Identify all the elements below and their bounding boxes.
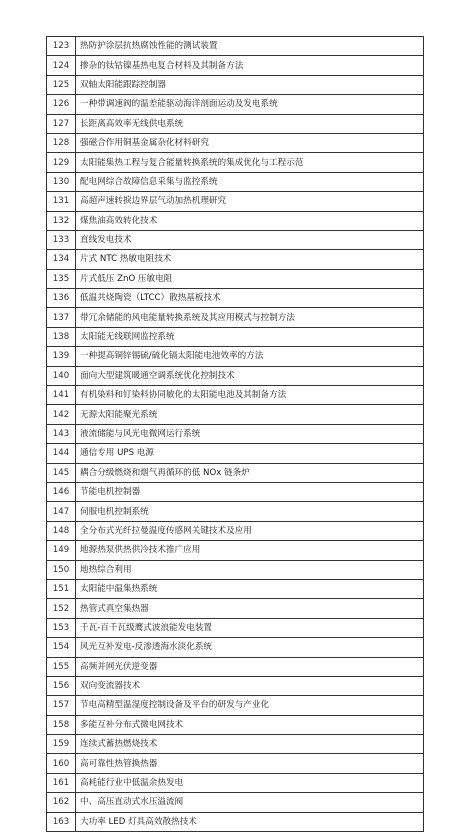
project-name: 高可靠性热管换热器 [76, 754, 424, 773]
table-row [47, 347, 424, 366]
row-number: 157 [47, 696, 76, 715]
table-row [47, 153, 424, 172]
row-number: 149 [47, 541, 76, 560]
table-row [47, 250, 424, 269]
table-row [47, 211, 424, 230]
row-number: 144 [47, 444, 76, 463]
table-row [47, 696, 424, 715]
project-name: 千瓦-百千瓦级鹰式波浪能发电装置 [76, 618, 424, 637]
table-row [47, 366, 424, 385]
table-row [47, 754, 424, 773]
table-row [47, 424, 424, 443]
row-number: 159 [47, 735, 76, 754]
row-number: 140 [47, 366, 76, 385]
row-number: 160 [47, 754, 76, 773]
row-number: 154 [47, 638, 76, 657]
project-name: 带冗余储能的风电能量转换系统及其应用模式与控制方法 [76, 308, 424, 327]
row-number: 127 [47, 114, 76, 133]
row-number: 148 [47, 521, 76, 540]
row-number: 141 [47, 386, 76, 405]
row-number: 123 [47, 37, 76, 56]
table-row [47, 37, 424, 56]
project-name: 地源热泵供热供冷技术推广应用 [76, 541, 424, 560]
row-number: 128 [47, 133, 76, 152]
project-name: 热管式真空集热器 [76, 599, 424, 618]
table-row [47, 502, 424, 521]
row-number: 137 [47, 308, 76, 327]
row-number: 133 [47, 230, 76, 249]
row-number: 146 [47, 482, 76, 501]
table-row [47, 521, 424, 540]
row-number: 156 [47, 676, 76, 695]
row-number: 129 [47, 153, 76, 172]
row-number: 126 [47, 95, 76, 114]
row-number: 130 [47, 172, 76, 191]
row-number: 158 [47, 715, 76, 734]
table-row [47, 75, 424, 94]
table-row [47, 657, 424, 676]
table-row [47, 289, 424, 308]
table-row [47, 95, 424, 114]
project-name: 地热综合利用 [76, 560, 424, 579]
project-name: 煤焦油高效转化技术 [76, 211, 424, 230]
table-row [47, 618, 424, 637]
project-name: 双向变流器技术 [76, 676, 424, 695]
row-number: 150 [47, 560, 76, 579]
project-name: 强磁合作用铜基金属杂化材料研究 [76, 133, 424, 152]
project-name: 通信专用 UPS 电源 [76, 444, 424, 463]
row-number: 139 [47, 347, 76, 366]
table-row [47, 444, 424, 463]
row-number: 162 [47, 793, 76, 812]
row-number: 136 [47, 289, 76, 308]
row-number: 143 [47, 424, 76, 443]
row-number: 125 [47, 75, 76, 94]
table-row [47, 192, 424, 211]
project-name: 面向大型建筑暖通空调系统优化控制技术 [76, 366, 424, 385]
project-name: 大功率 LED 灯具高效散热技术 [76, 812, 424, 831]
table-row [47, 541, 424, 560]
table-row [47, 56, 424, 75]
project-name: 一种提高铜锌锡硫/硫化镉太阳能电池效率的方法 [76, 347, 424, 366]
row-number: 134 [47, 250, 76, 269]
row-number: 152 [47, 599, 76, 618]
table-row [47, 463, 424, 482]
project-name: 热防护涂层抗热腐蚀性能的测试装置 [76, 37, 424, 56]
project-name: 节能电机控制器 [76, 482, 424, 501]
row-number: 132 [47, 211, 76, 230]
project-name: 太阳能无线联网监控系统 [76, 327, 424, 346]
project-name: 太阳能中温集热系统 [76, 579, 424, 598]
table-row [47, 482, 424, 501]
project-name: 双轴太阳能跟踪控制器 [76, 75, 424, 94]
project-name: 液流储能与风光电微网运行系统 [76, 424, 424, 443]
table-row [47, 638, 424, 657]
project-name: 风光互补发电-反渗透海水淡化系统 [76, 638, 424, 657]
project-name: 高超声速转捩边界层气动加热机理研究 [76, 192, 424, 211]
project-name: 低温共烧陶瓷（LTCC）散热基板技术 [76, 289, 424, 308]
table-row [47, 405, 424, 424]
project-name: 无源太阳能聚光系统 [76, 405, 424, 424]
table-row [47, 599, 424, 618]
table-row [47, 172, 424, 191]
table-body [47, 37, 424, 832]
project-name: 直线发电技术 [76, 230, 424, 249]
row-number: 145 [47, 463, 76, 482]
table-row [47, 560, 424, 579]
table-row [47, 812, 424, 831]
project-name: 一种带调速阀的温差能驱动海洋剖面运动及发电系统 [76, 95, 424, 114]
table-row [47, 230, 424, 249]
row-number: 142 [47, 405, 76, 424]
project-name: 伺服电机控制系统 [76, 502, 424, 521]
table-row [47, 715, 424, 734]
project-name: 配电网综合故障信息采集与监控系统 [76, 172, 424, 191]
row-number: 155 [47, 657, 76, 676]
project-name: 掺杂的钛钴镍基热电复合材料及其制备方法 [76, 56, 424, 75]
project-name: 长距离高效率无线供电系统 [76, 114, 424, 133]
project-name: 多能互补分布式微电网技术 [76, 715, 424, 734]
row-number: 138 [47, 327, 76, 346]
project-name: 片式低压 ZnO 压敏电阻 [76, 269, 424, 288]
project-name: 连续式蓄热燃烧技术 [76, 735, 424, 754]
project-name: 高耗能行业中低温余热发电 [76, 773, 424, 792]
project-name: 耦合分级燃烧和烟气再循环的低 NOx 链条炉 [76, 463, 424, 482]
table-row [47, 114, 424, 133]
row-number: 131 [47, 192, 76, 211]
table-row [47, 773, 424, 792]
table-row [47, 327, 424, 346]
table-row [47, 793, 424, 812]
project-name: 高频并网光伏逆变器 [76, 657, 424, 676]
table-row [47, 308, 424, 327]
row-number: 161 [47, 773, 76, 792]
project-name: 节电高精型温湿度控制设备及平台的研发与产业化 [76, 696, 424, 715]
table-row [47, 386, 424, 405]
row-number: 151 [47, 579, 76, 598]
project-name: 中、高压直动式水压溢流阀 [76, 793, 424, 812]
row-number: 153 [47, 618, 76, 637]
row-number: 163 [47, 812, 76, 831]
row-number: 124 [47, 56, 76, 75]
project-name: 片式 NTC 热敏电阻技术 [76, 250, 424, 269]
table-row [47, 735, 424, 754]
project-list-table [46, 36, 424, 832]
table-row [47, 269, 424, 288]
project-name: 有机染料和钉染料协同敏化的太阳能电池及其制备方法 [76, 386, 424, 405]
table-row [47, 133, 424, 152]
project-name: 全分布式光纤拉曼温度传感网关键技术及应用 [76, 521, 424, 540]
row-number: 135 [47, 269, 76, 288]
table-row [47, 579, 424, 598]
row-number: 147 [47, 502, 76, 521]
project-name: 太阳能集热工程与复合能量转换系统的集成优化与工程示范 [76, 153, 424, 172]
table-row [47, 676, 424, 695]
